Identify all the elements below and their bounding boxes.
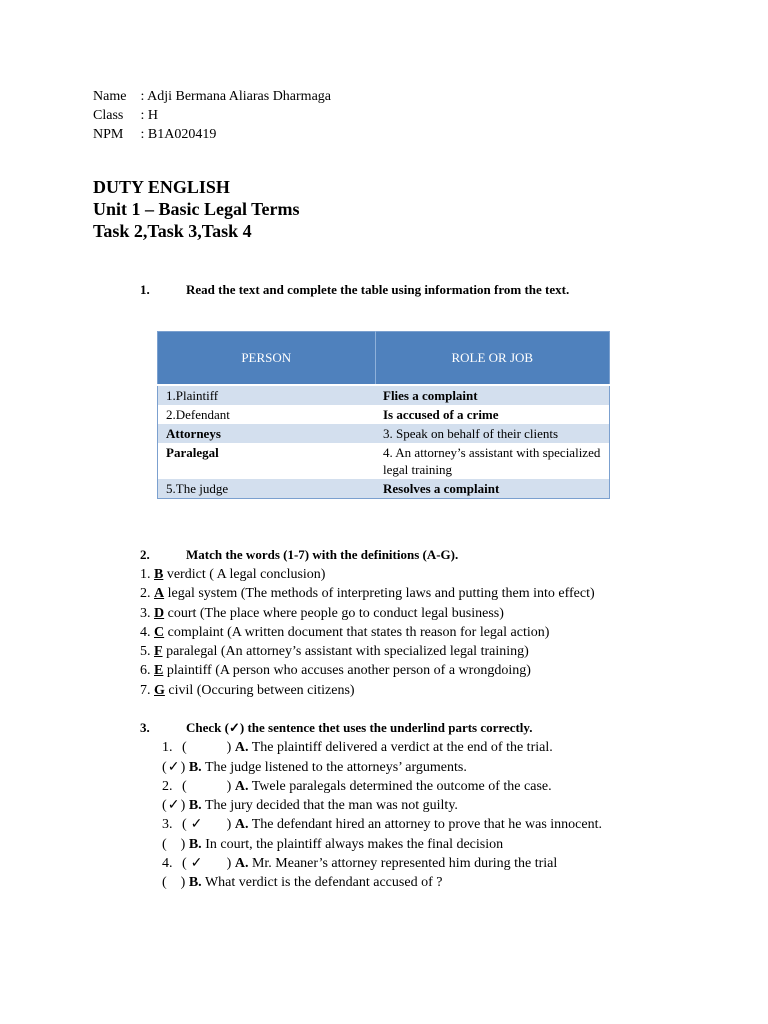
match-number: 4. bbox=[140, 625, 151, 640]
unit-title: Unit 1 – Basic Legal Terms bbox=[93, 199, 300, 219]
question-3-text: Check (✓) the sentence thet uses the underlind parts correctly. bbox=[186, 720, 533, 735]
option-text: What verdict is the defendant accused of ? bbox=[204, 875, 443, 890]
match-item bbox=[140, 623, 549, 642]
table-row bbox=[158, 443, 610, 479]
column-header-person: PERSON bbox=[158, 332, 376, 386]
match-text: civil (Occuring between citizens) bbox=[168, 683, 355, 698]
match-number: 6. bbox=[140, 663, 151, 678]
checkbox[interactable]: ✓ bbox=[167, 760, 180, 775]
match-answer: A bbox=[154, 586, 165, 601]
option-letter: B. bbox=[188, 760, 202, 775]
check-item: 3. ( ✓ ) A. The defendant hired an attorney to prove that he was innocent. bbox=[162, 817, 602, 832]
match-item bbox=[140, 661, 531, 680]
role-cell: Is accused of a crime bbox=[375, 405, 610, 424]
match-answer: E bbox=[154, 663, 164, 678]
table-row bbox=[158, 385, 610, 405]
person-cell: 5.The judge bbox=[158, 479, 376, 499]
match-answer: G bbox=[154, 683, 165, 698]
roles-table bbox=[157, 331, 610, 499]
table-row bbox=[158, 405, 610, 424]
check-item: (✓) B. The judge listened to the attorneys’ arguments. bbox=[162, 760, 467, 775]
check-item: ( ) B. What verdict is the defendant accused of ? bbox=[162, 875, 443, 890]
option-text: Twele paralegals determined the outcome of the case. bbox=[251, 779, 552, 794]
option-text: The jury decided that the man was not guilty. bbox=[204, 798, 458, 813]
name-label: Name bbox=[93, 89, 127, 104]
option-letter: B. bbox=[188, 875, 202, 890]
check-item-number: 3. bbox=[162, 817, 173, 832]
option-letter: A. bbox=[234, 817, 249, 832]
class-value: : H bbox=[140, 108, 158, 123]
match-number: 7. bbox=[140, 683, 151, 698]
check-item-number: 1. bbox=[162, 740, 173, 755]
question-3-heading bbox=[140, 720, 700, 738]
option-letter: B. bbox=[188, 837, 202, 852]
check-item: ( ) B. In court, the plaintiff always makes the final decision bbox=[162, 837, 504, 852]
option-text: In court, the plaintiff always makes the final decision bbox=[205, 837, 504, 852]
option-letter: A. bbox=[234, 779, 249, 794]
match-number: 2. bbox=[140, 586, 151, 601]
check-item-number: 2. bbox=[162, 779, 173, 794]
document-title: DUTY ENGLISH bbox=[93, 177, 230, 197]
check-item: 4. ( ✓ ) A. Mr. Meaner’s attorney represented him during the trial bbox=[162, 856, 558, 871]
question-1-text: Read the text and complete the table using information from the text. bbox=[186, 282, 570, 297]
check-item-number: 4. bbox=[162, 856, 173, 871]
checkbox[interactable]: ✓ bbox=[190, 856, 203, 871]
match-text: plaintiff (A person who accuses another person of a wrongdoing) bbox=[166, 663, 531, 678]
option-letter: B. bbox=[188, 798, 202, 813]
table-row bbox=[158, 424, 610, 443]
question-2-text: Match the words (1-7) with the definitions (A-G). bbox=[186, 547, 459, 562]
task-title: Task 2,Task 3,Task 4 bbox=[93, 221, 252, 241]
match-answer: C bbox=[154, 625, 165, 640]
role-cell: 4. An attorney’s assistant with specialized legal training bbox=[375, 443, 610, 479]
match-text: paralegal (An attorney’s assistant with specialized legal training) bbox=[166, 644, 529, 659]
check-item: 1. ( ) A. The plaintiff delivered a verdict at the end of the trial. bbox=[162, 740, 553, 755]
question-1-number: 1. bbox=[140, 282, 150, 297]
checkbox[interactable]: ✓ bbox=[167, 798, 180, 813]
option-letter: A. bbox=[234, 856, 249, 871]
match-number: 3. bbox=[140, 606, 151, 621]
person-cell: Paralegal bbox=[158, 443, 376, 479]
npm-label: NPM bbox=[93, 127, 124, 142]
question-3-number: 3. bbox=[140, 720, 150, 735]
match-item bbox=[140, 565, 325, 584]
npm-line bbox=[93, 125, 216, 144]
column-header-role: ROLE OR JOB bbox=[375, 332, 610, 386]
name-value: : Adji Bermana Aliaras Dharmaga bbox=[140, 89, 331, 104]
person-cell: 1.Plaintiff bbox=[158, 385, 376, 405]
option-text: Mr. Meaner’s attorney represented him during the trial bbox=[251, 856, 558, 871]
match-answer: D bbox=[154, 606, 165, 621]
question-1-heading bbox=[140, 282, 700, 300]
match-number: 1. bbox=[140, 567, 151, 582]
role-cell: Flies a complaint bbox=[375, 385, 610, 405]
match-answer: F bbox=[154, 644, 163, 659]
match-text: court (The place where people go to conduct legal business) bbox=[167, 606, 504, 621]
role-cell: Resolves a complaint bbox=[375, 479, 610, 499]
option-text: The judge listened to the attorneys’ arguments. bbox=[204, 760, 467, 775]
option-text: The defendant hired an attorney to prove that he was innocent. bbox=[251, 817, 602, 832]
question-2-heading bbox=[140, 547, 700, 565]
option-letter: A. bbox=[234, 740, 249, 755]
name-line bbox=[93, 87, 331, 106]
checkbox[interactable]: ✓ bbox=[190, 817, 203, 832]
question-2-number: 2. bbox=[140, 547, 150, 562]
match-text: legal system (The methods of interpreting laws and putting them into effect) bbox=[167, 586, 595, 601]
table-row bbox=[158, 479, 610, 499]
person-cell: Attorneys bbox=[158, 424, 376, 443]
option-text: The plaintiff delivered a verdict at the end of the trial. bbox=[251, 740, 553, 755]
match-text: verdict ( A legal conclusion) bbox=[166, 567, 326, 582]
class-label: Class bbox=[93, 108, 124, 123]
match-item bbox=[140, 584, 595, 603]
match-answer: B bbox=[154, 567, 164, 582]
match-text: complaint (A written document that states th reason for legal action) bbox=[167, 625, 550, 640]
match-item bbox=[140, 604, 504, 623]
match-item bbox=[140, 681, 355, 700]
match-number: 5. bbox=[140, 644, 151, 659]
npm-value: : B1A020419 bbox=[140, 127, 217, 142]
match-item bbox=[140, 642, 529, 661]
class-line bbox=[93, 106, 158, 125]
check-item: 2. ( ) A. Twele paralegals determined the outcome of the case. bbox=[162, 779, 552, 794]
check-item: (✓) B. The jury decided that the man was not guilty. bbox=[162, 798, 458, 813]
role-cell: 3. Speak on behalf of their clients bbox=[375, 424, 610, 443]
person-cell: 2.Defendant bbox=[158, 405, 376, 424]
